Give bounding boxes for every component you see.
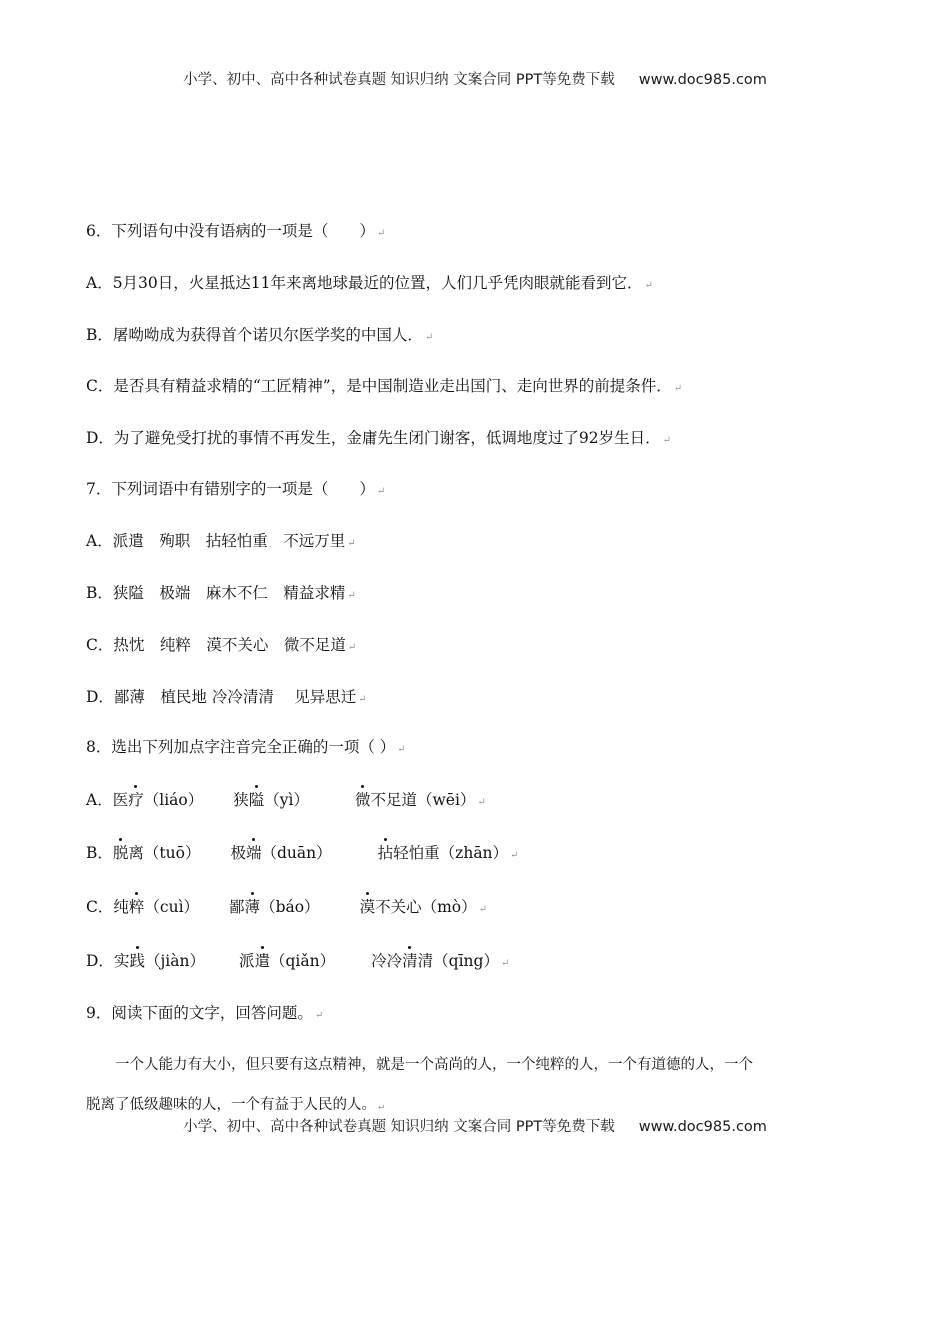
header-site-link[interactable]: www.doc985.com	[638, 72, 767, 88]
question-7-option-c	[86, 634, 356, 659]
page-header	[0, 68, 950, 89]
text-segment: 离	[128, 844, 144, 862]
text-segment: 一个人能力有大小，但只要有这点精神，就是一个高尚的人，一个纯粹的人，一个有道德的人，一个	[86, 1057, 753, 1073]
text-segment: （jiàn）	[144, 952, 205, 970]
footer-site-link[interactable]: www.doc985.com	[638, 1119, 767, 1135]
paragraph-mark-icon: ↵	[500, 958, 510, 969]
text-segment: D．	[86, 952, 114, 970]
header-text: 小学、初中、高中各种试卷真题 知识归纳 文案合同 PPT等免费下载	[183, 72, 615, 88]
dotted-char: 遣	[254, 952, 270, 970]
paragraph-mark-icon: ↵	[510, 850, 519, 861]
question-8-option-d	[86, 950, 509, 975]
text-segment: 冷冷	[371, 952, 403, 970]
paragraph-mark-icon: ↵	[477, 797, 486, 808]
question-9-stem	[86, 1002, 323, 1027]
dotted-char: 疗	[128, 791, 144, 809]
dotted-char: 漠	[359, 898, 376, 916]
text-segment: （yì）	[264, 791, 309, 809]
dotted-char: 践	[129, 952, 145, 970]
text-segment: 狭	[233, 791, 249, 809]
paragraph-mark-icon: ↵	[347, 590, 356, 601]
text-segment: C．热忱 纯粹 漠不关心 微不足道	[86, 636, 346, 654]
question-6-option-d	[86, 427, 671, 452]
dotted-char: 脱	[112, 844, 129, 862]
text-segment: （mò）	[421, 898, 477, 916]
question-6-stem	[86, 220, 385, 245]
text-segment: 脱离了低级趣味的人，一个有益于人民的人。	[86, 1097, 376, 1113]
text-segment: （báo）	[260, 898, 320, 916]
paragraph-mark-icon: ↵	[662, 435, 672, 446]
paragraph-mark-icon: ↵	[378, 1101, 385, 1112]
text-segment: 实	[113, 952, 130, 970]
question-8-option-c	[86, 896, 487, 921]
text-segment: （qīng）	[433, 952, 499, 970]
text-segment: C．是否具有精益求精的“工匠精神”，是中国制造业走出国门、走向世界的前提条件．	[86, 377, 672, 395]
text-segment: 不足道	[370, 791, 418, 809]
text-segment: （duān）	[261, 844, 332, 862]
text-segment: 鄙	[229, 898, 245, 916]
question-7-option-d	[86, 686, 367, 711]
paragraph-mark-icon: ↵	[376, 228, 386, 239]
footer-text: 小学、初中、高中各种试卷真题 知识归纳 文案合同 PPT等免费下载	[183, 1119, 615, 1135]
question-6-option-c	[86, 375, 682, 400]
text-segment: 9．阅读下面的文字，回答问题。	[86, 1004, 313, 1022]
text-segment: A．	[86, 791, 113, 809]
text-segment: （wēi）	[417, 791, 476, 809]
text-segment: C．	[86, 898, 114, 916]
text-segment: 不关心	[375, 898, 422, 916]
reading-passage-line-1	[86, 1054, 866, 1076]
text-segment: 轻怕重	[393, 844, 440, 862]
text-segment: B．狭隘 极端 麻木不仁 精益求精	[86, 584, 346, 602]
text-segment: 派	[238, 952, 255, 970]
question-6-option-b	[86, 324, 433, 349]
text-segment: 极	[230, 844, 246, 862]
text-segment: 7．下列词语中有错别字的一项是（ ）	[86, 480, 375, 498]
paragraph-mark-icon: ↵	[358, 694, 367, 705]
page-footer	[0, 1115, 950, 1136]
text-segment: 医	[112, 791, 129, 809]
paragraph-mark-icon: ↵	[478, 904, 488, 915]
text-segment: （tuō）	[143, 844, 201, 862]
text-segment: （cuì）	[144, 898, 200, 916]
text-segment: 纯	[113, 898, 129, 916]
text-segment: D．鄙薄 植民地 冷冷清清 见异思迁	[86, 688, 357, 706]
dotted-char: 粹	[128, 898, 145, 916]
question-8-stem	[86, 736, 406, 761]
question-8-option-a	[86, 789, 486, 814]
paragraph-mark-icon: ↵	[347, 642, 357, 653]
question-7-option-a	[86, 530, 356, 555]
dotted-char: 隘	[248, 791, 265, 809]
paragraph-mark-icon: ↵	[397, 744, 406, 755]
paragraph-mark-icon: ↵	[314, 1010, 324, 1021]
dotted-char: 清	[402, 952, 418, 970]
text-segment: 6．下列语句中没有语病的一项是（ ）	[86, 222, 375, 240]
paragraph-mark-icon: ↵	[347, 538, 356, 549]
dotted-char: 薄	[244, 898, 261, 916]
question-6-option-a	[86, 272, 653, 297]
question-8-option-b	[86, 842, 518, 867]
text-segment: A．5月30日，火星抵达11年来离地球最近的位置，人们几乎凭肉眼就能看到它．	[86, 274, 643, 292]
text-segment: B．屠呦呦成为获得首个诺贝尔医学奖的中国人．	[86, 326, 423, 344]
dotted-char: 微	[354, 791, 371, 809]
dotted-char: 拈	[377, 844, 394, 862]
question-7-option-b	[86, 582, 356, 607]
paragraph-mark-icon: ↵	[376, 486, 386, 497]
paragraph-mark-icon: ↵	[673, 383, 683, 394]
text-segment: （liáo）	[143, 791, 204, 809]
text-segment: （qiǎn）	[270, 952, 336, 970]
text-segment: （zhān）	[439, 844, 509, 862]
text-segment: 8．选出下列加点字注音完全正确的一项（ ）	[86, 738, 396, 756]
text-segment: B．	[86, 844, 113, 862]
paragraph-mark-icon: ↵	[644, 280, 653, 291]
text-segment: A．派遣 殉职 拈轻怕重 不远万里	[86, 532, 346, 550]
question-7-stem	[86, 478, 385, 503]
text-segment: 清	[417, 952, 434, 970]
paragraph-mark-icon: ↵	[424, 332, 434, 343]
text-segment: D．为了避免受打扰的事情不再发生，金庸先生闭门谢客，低调地度过了92岁生日．	[86, 429, 661, 447]
dotted-char: 端	[245, 844, 262, 862]
